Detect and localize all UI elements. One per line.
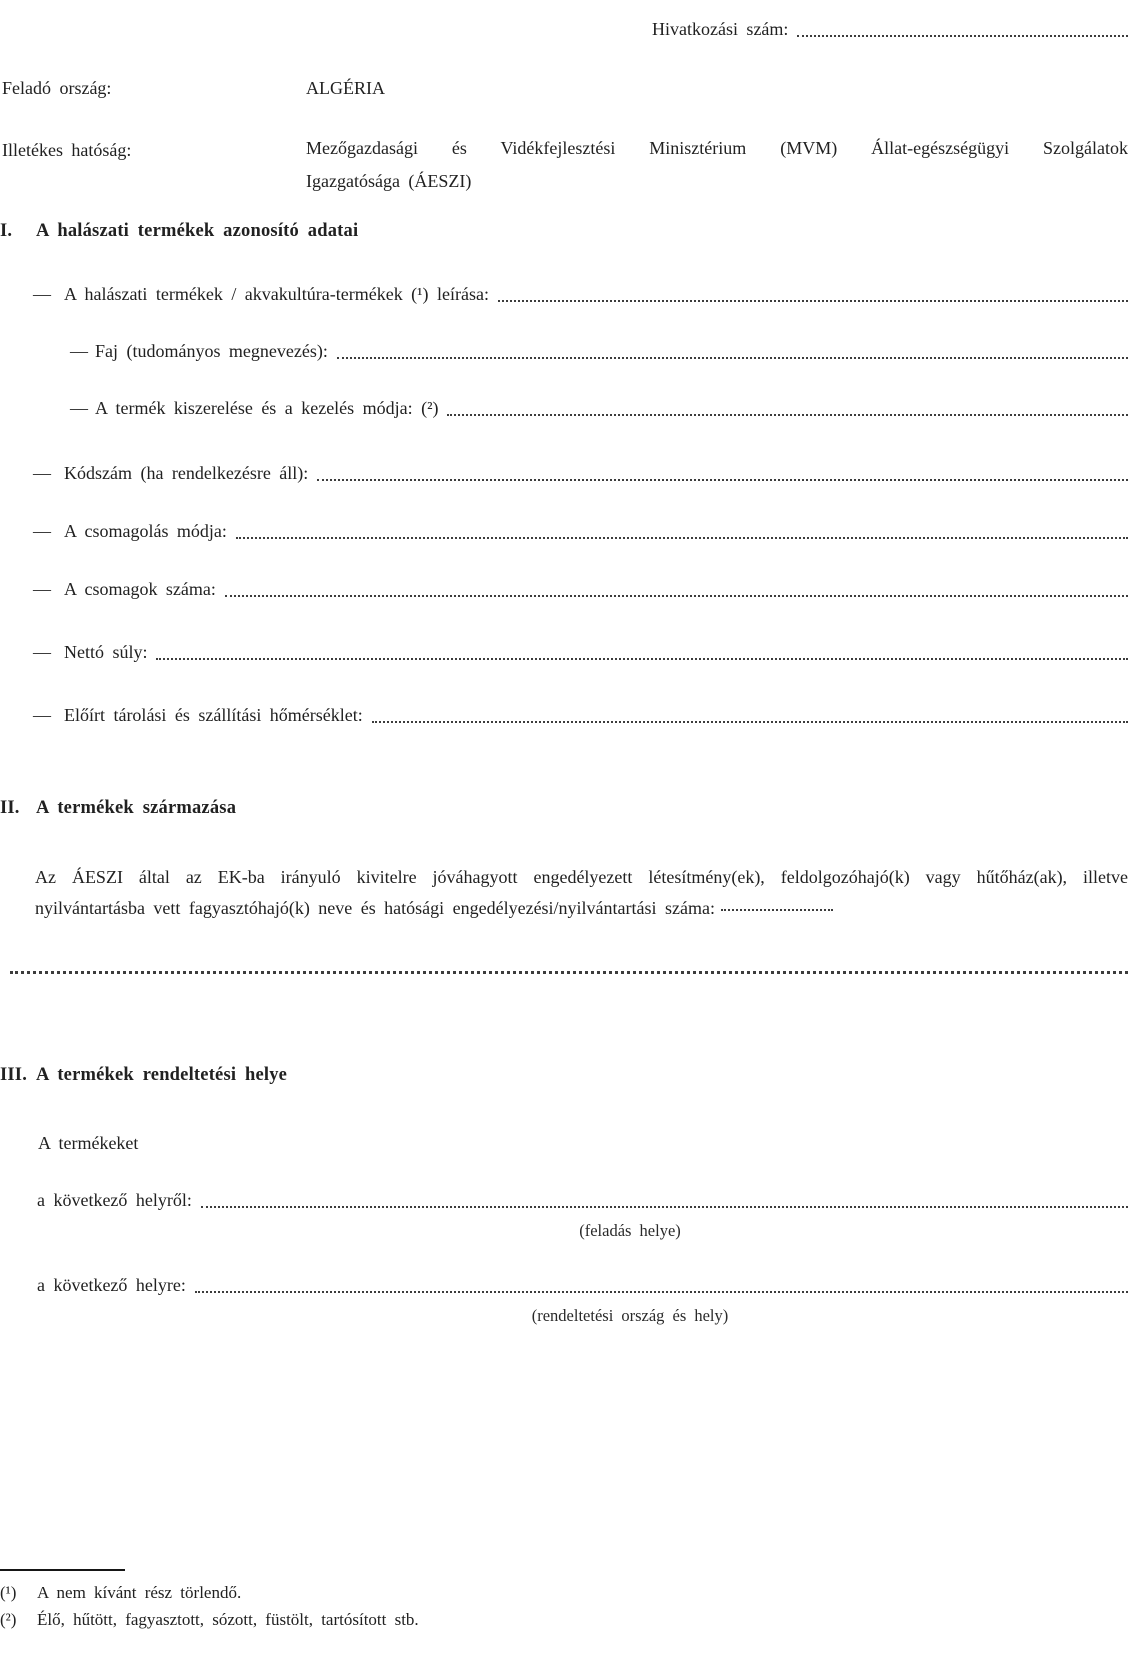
destination-place-row xyxy=(37,1273,1128,1297)
footnote-1-text: A nem kívánt rész törlendő. xyxy=(37,1583,242,1602)
item-description-row xyxy=(33,282,1128,306)
dash-bullet: — xyxy=(33,284,51,304)
dash-bullet: — xyxy=(33,579,51,599)
item-species-label: Faj (tudományos megnevezés): xyxy=(95,341,328,361)
item-temperature-label: Előírt tárolási és szállítási hőmérséklet: xyxy=(64,705,363,725)
item-description-label: A halászati termékek / akvakultúra-termékek (¹) leírása: xyxy=(64,284,489,304)
footnote-separator-rule xyxy=(0,1569,125,1571)
section1-title: A halászati termékek azonosító adatai xyxy=(36,221,359,241)
sender-country-label: Feladó ország: xyxy=(2,78,112,98)
section3-intro: A termékeket xyxy=(38,1133,139,1153)
destination-place-fill-line xyxy=(195,1291,1128,1293)
item-packaging-label: A csomagolás módja: xyxy=(64,521,227,541)
footnote-2-marker: (²) xyxy=(0,1610,17,1629)
reference-number-row xyxy=(652,17,1128,41)
item-temperature-fill-line xyxy=(372,721,1128,723)
section1-numeral: I. xyxy=(0,221,13,241)
item-presentation-row xyxy=(70,396,1128,420)
section2-inline-fill-line xyxy=(721,909,833,911)
item-package-count-fill-line xyxy=(225,595,1128,597)
dispatch-place-fill-line xyxy=(201,1206,1128,1208)
item-species-fill-line xyxy=(337,357,1128,359)
footnote-2 xyxy=(0,1608,419,1632)
authority-label: Illetékes hatóság: xyxy=(2,140,132,160)
item-code-fill-line xyxy=(317,479,1128,481)
reference-number-label: Hivatkozási szám: xyxy=(652,19,789,39)
item-temperature-row xyxy=(33,703,1128,727)
dash-bullet: — xyxy=(70,398,88,418)
dispatch-place-label: a következő helyről: xyxy=(37,1190,192,1210)
item-description-fill-line xyxy=(498,300,1128,302)
section2-body-text: Az ÁESZI által az EK-ba irányuló kivitelre jóváhagyott engedélyezett létesítmény(ek), feldolgozóhajó(k) vagy hűtőház(ak), illetve nyilvántartásba vett fagyasztóhajó(k) neve és hatósági engedélyezési/nyilvántartási száma: xyxy=(35,867,1128,918)
dash-bullet: — xyxy=(70,341,88,361)
dispatch-place-caption: (feladás helye) xyxy=(579,1221,681,1240)
section2-title: A termékek származása xyxy=(36,798,237,818)
item-net-weight-label: Nettó súly: xyxy=(64,642,148,662)
dispatch-place-row xyxy=(37,1188,1128,1212)
section2-numeral: II. xyxy=(0,798,20,818)
authority-value-line2: Igazgatósága (ÁESZI) xyxy=(306,171,472,191)
item-net-weight-fill-line xyxy=(156,658,1128,660)
sender-country-value: ALGÉRIA xyxy=(306,78,385,98)
section3-title: A termékek rendeltetési helye xyxy=(36,1065,288,1085)
item-packaging-fill-line xyxy=(236,537,1128,539)
item-package-count-label: A csomagok száma: xyxy=(64,579,216,599)
section1-heading xyxy=(0,219,358,243)
authority-value xyxy=(306,132,1128,198)
item-package-count-row xyxy=(33,577,1128,601)
footnote-2-text: Élő, hűtött, fagyasztott, sózott, füstölt, tartósított stb. xyxy=(37,1610,419,1629)
item-presentation-fill-line xyxy=(447,414,1128,416)
section2-paragraph xyxy=(35,862,1128,924)
destination-place-label: a következő helyre: xyxy=(37,1275,186,1295)
item-presentation-label: A termék kiszerelése és a kezelés módja: (²) xyxy=(95,398,439,418)
dash-bullet: — xyxy=(33,705,51,725)
item-packaging-row xyxy=(33,519,1128,543)
reference-number-fill-line xyxy=(797,35,1128,37)
item-species-row xyxy=(70,339,1128,363)
authority-value-line1: Mezőgazdasági és Vidékfejlesztési Minisztérium (MVM) Állat-egészségügyi Szolgálatok xyxy=(306,138,1128,158)
footnote-1-marker: (¹) xyxy=(0,1583,17,1602)
destination-place-caption: (rendeltetési ország és hely) xyxy=(531,1306,729,1325)
item-net-weight-row xyxy=(33,640,1128,664)
dash-bullet: — xyxy=(33,463,51,483)
section2-fullwidth-fill-line xyxy=(10,971,1128,974)
section2-heading xyxy=(0,796,236,820)
section3-heading xyxy=(0,1063,287,1087)
section3-numeral: III. xyxy=(0,1065,28,1085)
item-code-label: Kódszám (ha rendelkezésre áll): xyxy=(64,463,309,483)
dash-bullet: — xyxy=(33,521,51,541)
item-code-row xyxy=(33,461,1128,485)
footnote-1 xyxy=(0,1581,241,1605)
dash-bullet: — xyxy=(33,642,51,662)
